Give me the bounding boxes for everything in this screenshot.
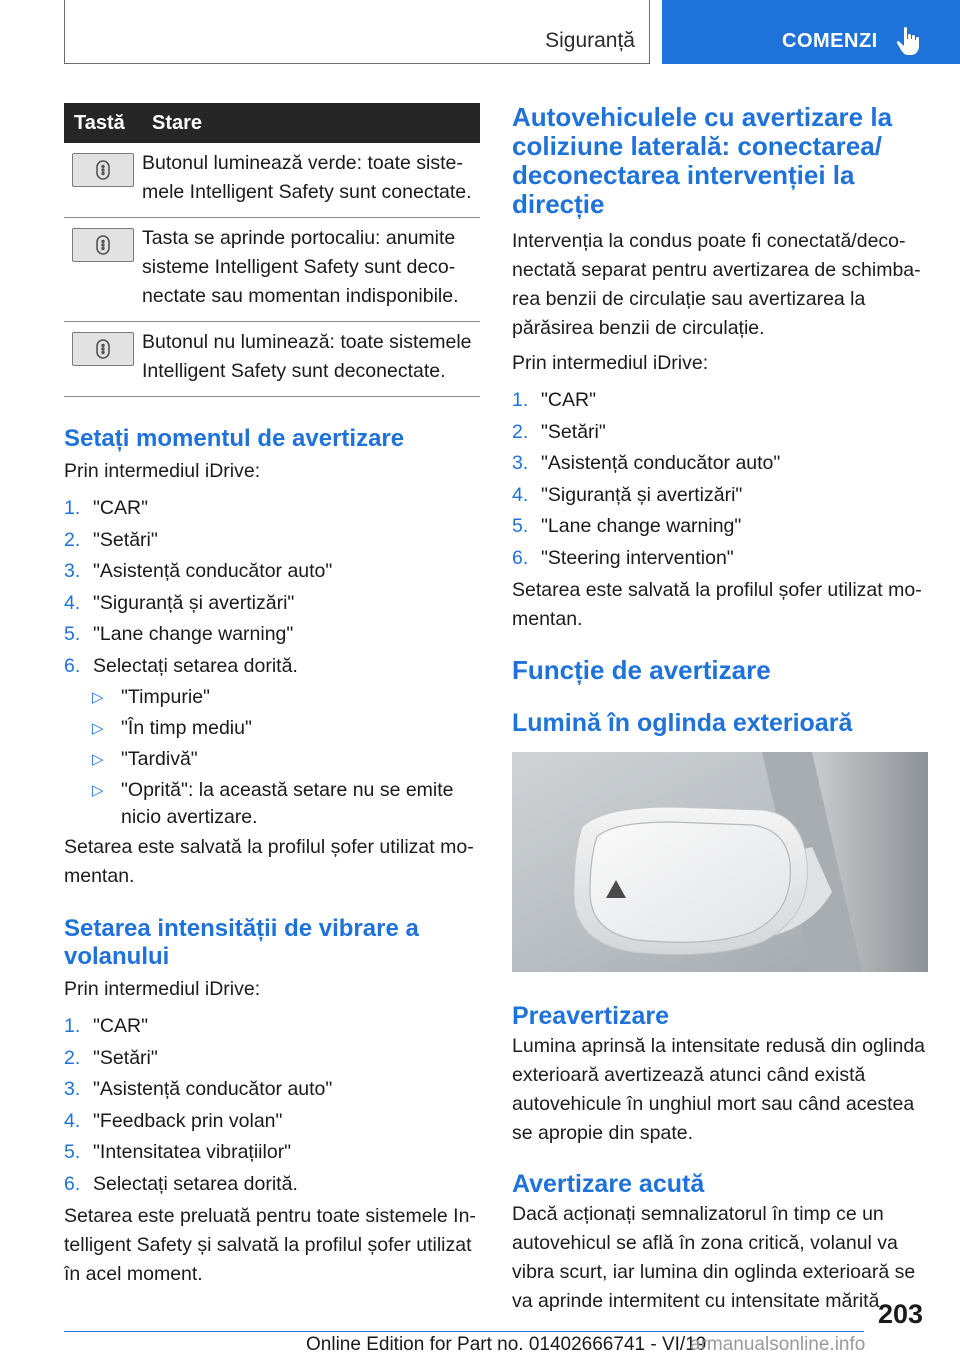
- table-row: [64, 143, 480, 218]
- lateral-note: Setarea este salvată la profilul șofer utilizat momentan.: [512, 579, 922, 630]
- page-number: 203: [878, 1299, 924, 1329]
- prewarning-body: Lumina aprinsă la intensitate redusă din oglinda exterioară avertizează atunci când există autovehicule în unghiul mort sau când acestea se apropie din spate.: [512, 1035, 926, 1144]
- triangle-bullet-icon: ▷: [92, 689, 104, 706]
- table-header-key: Tastă: [64, 103, 142, 143]
- hand-pointer-icon: [896, 26, 922, 56]
- list-item: ▷ "În timp mediu": [92, 713, 480, 744]
- table-cell-state: Butonul nu luminează: toate sistemele Intelligent Safety sunt deconectate.: [142, 322, 480, 397]
- list-item: 6. Selectați setarea dorită.: [64, 1172, 298, 1195]
- warn-time-note: Setarea este salvată la profilul șofer utilizat momentan.: [64, 836, 474, 887]
- warn-time-options: [92, 682, 480, 831]
- vibration-heading: Setarea intensității de vibrare a volanului: [64, 915, 419, 970]
- triangle-bullet-icon: ▷: [92, 782, 104, 799]
- list-item: 1. "CAR": [64, 1015, 149, 1037]
- triangle-bullet-icon: ▷: [92, 720, 104, 737]
- table-header-state: Stare: [142, 103, 480, 143]
- warn-time-intro: Prin intermediul iDrive:: [64, 460, 261, 482]
- list-item: 4. "Feedback prin volan": [64, 1109, 283, 1132]
- lateral-steps: [512, 385, 928, 574]
- lateral-body: Intervenția la condus poate fi conectată/deconectată separat pentru avertizarea de schimbarea benzii de circulație sau avertizarea la părăsirea benzii de circulație.: [512, 230, 921, 339]
- right-column: [512, 103, 928, 1316]
- list-item: 1. "CAR": [64, 497, 149, 519]
- safety-button-icon: [72, 332, 134, 366]
- list-item: 3. "Asistență conducător auto": [512, 452, 781, 474]
- acute-warning-body: Dacă acționați semnalizatorul în timp ce un autovehicul se află în zona critică, volanul va vibra scurt, iar lumina din oglinda exterioară se va aprinde intermitent cu intensitate mărită.: [512, 1203, 916, 1312]
- warn-time-heading: Setați momentul de avertizare: [64, 425, 405, 452]
- vibration-steps: [64, 1011, 480, 1200]
- table-cell-state: Tasta se aprinde portocaliu: anumite sisteme Intelligent Safety sunt deconectate sau momentan indisponibile.: [142, 218, 480, 322]
- footer-watermark: armanualsonline.info: [690, 1334, 866, 1355]
- prewarning-heading: Preavertizare: [512, 1002, 670, 1030]
- safety-button-icon: [72, 153, 134, 187]
- mirror-heading: Lumină în oglinda exterioară: [512, 709, 853, 737]
- table-row: [64, 218, 480, 322]
- left-column: [64, 103, 480, 1289]
- list-item: 2. "Setări": [64, 528, 158, 551]
- list-item: 2. "Setări": [512, 420, 606, 443]
- table-row: [64, 322, 480, 397]
- list-item: 1. "CAR": [512, 389, 597, 411]
- vibration-intro: Prin intermediul iDrive:: [64, 978, 261, 1000]
- list-item: 3. "Asistență conducător auto": [64, 1078, 333, 1100]
- list-item: 4. "Siguranță și avertizări": [512, 483, 743, 506]
- side-mirror-illustration: [512, 752, 928, 972]
- table-cell-state: Butonul luminează verde: toate sistemele Intelligent Safety sunt conectate.: [142, 143, 480, 218]
- list-item: 2. "Setări": [64, 1046, 158, 1069]
- lateral-intro: Prin intermediul iDrive:: [512, 352, 709, 374]
- acute-warning-heading: Avertizare acută: [512, 1170, 705, 1198]
- list-item: ▷ "Oprită": la această setare nu se emite nicio avertizare.: [92, 779, 454, 828]
- commands-tab[interactable]: [662, 0, 960, 64]
- commands-tab-label: COMENZI: [782, 30, 878, 52]
- section-title: Siguranță: [545, 29, 635, 52]
- triangle-bullet-icon: ▷: [92, 751, 104, 768]
- list-item: 5. "Lane change warning": [512, 515, 742, 537]
- list-item: 6. Selectați setarea dorită.: [64, 654, 298, 677]
- list-item: 6. "Steering intervention": [512, 546, 734, 569]
- list-item: ▷ "Timpurie": [92, 682, 480, 713]
- list-item: 5. "Intensitatea vibrațiilor": [64, 1141, 292, 1163]
- function-heading: Funcție de avertizare: [512, 655, 771, 685]
- footer-divider: [64, 1331, 864, 1332]
- header-section-box: [64, 0, 650, 64]
- list-item: 5. "Lane change warning": [64, 623, 294, 645]
- list-item: ▷ "Tardivă": [92, 744, 480, 775]
- button-status-table: [64, 103, 480, 397]
- safety-button-icon: [72, 228, 134, 262]
- vibration-note: Setarea este preluată pentru toate sistemele Intelligent Safety și salvată la profilul șofer utilizat în acel moment.: [64, 1205, 476, 1285]
- footer-edition: Online Edition for Part no. 01402666741 - VI/19: [306, 1334, 707, 1355]
- lateral-heading: Autovehiculele cu avertizare la coliziune laterală: conectarea/ deconectarea intervenției la direcție: [512, 102, 893, 219]
- warn-time-steps: [64, 493, 480, 682]
- list-item: 3. "Asistență conducător auto": [64, 560, 333, 582]
- list-item: 4. "Siguranță și avertizări": [64, 591, 295, 614]
